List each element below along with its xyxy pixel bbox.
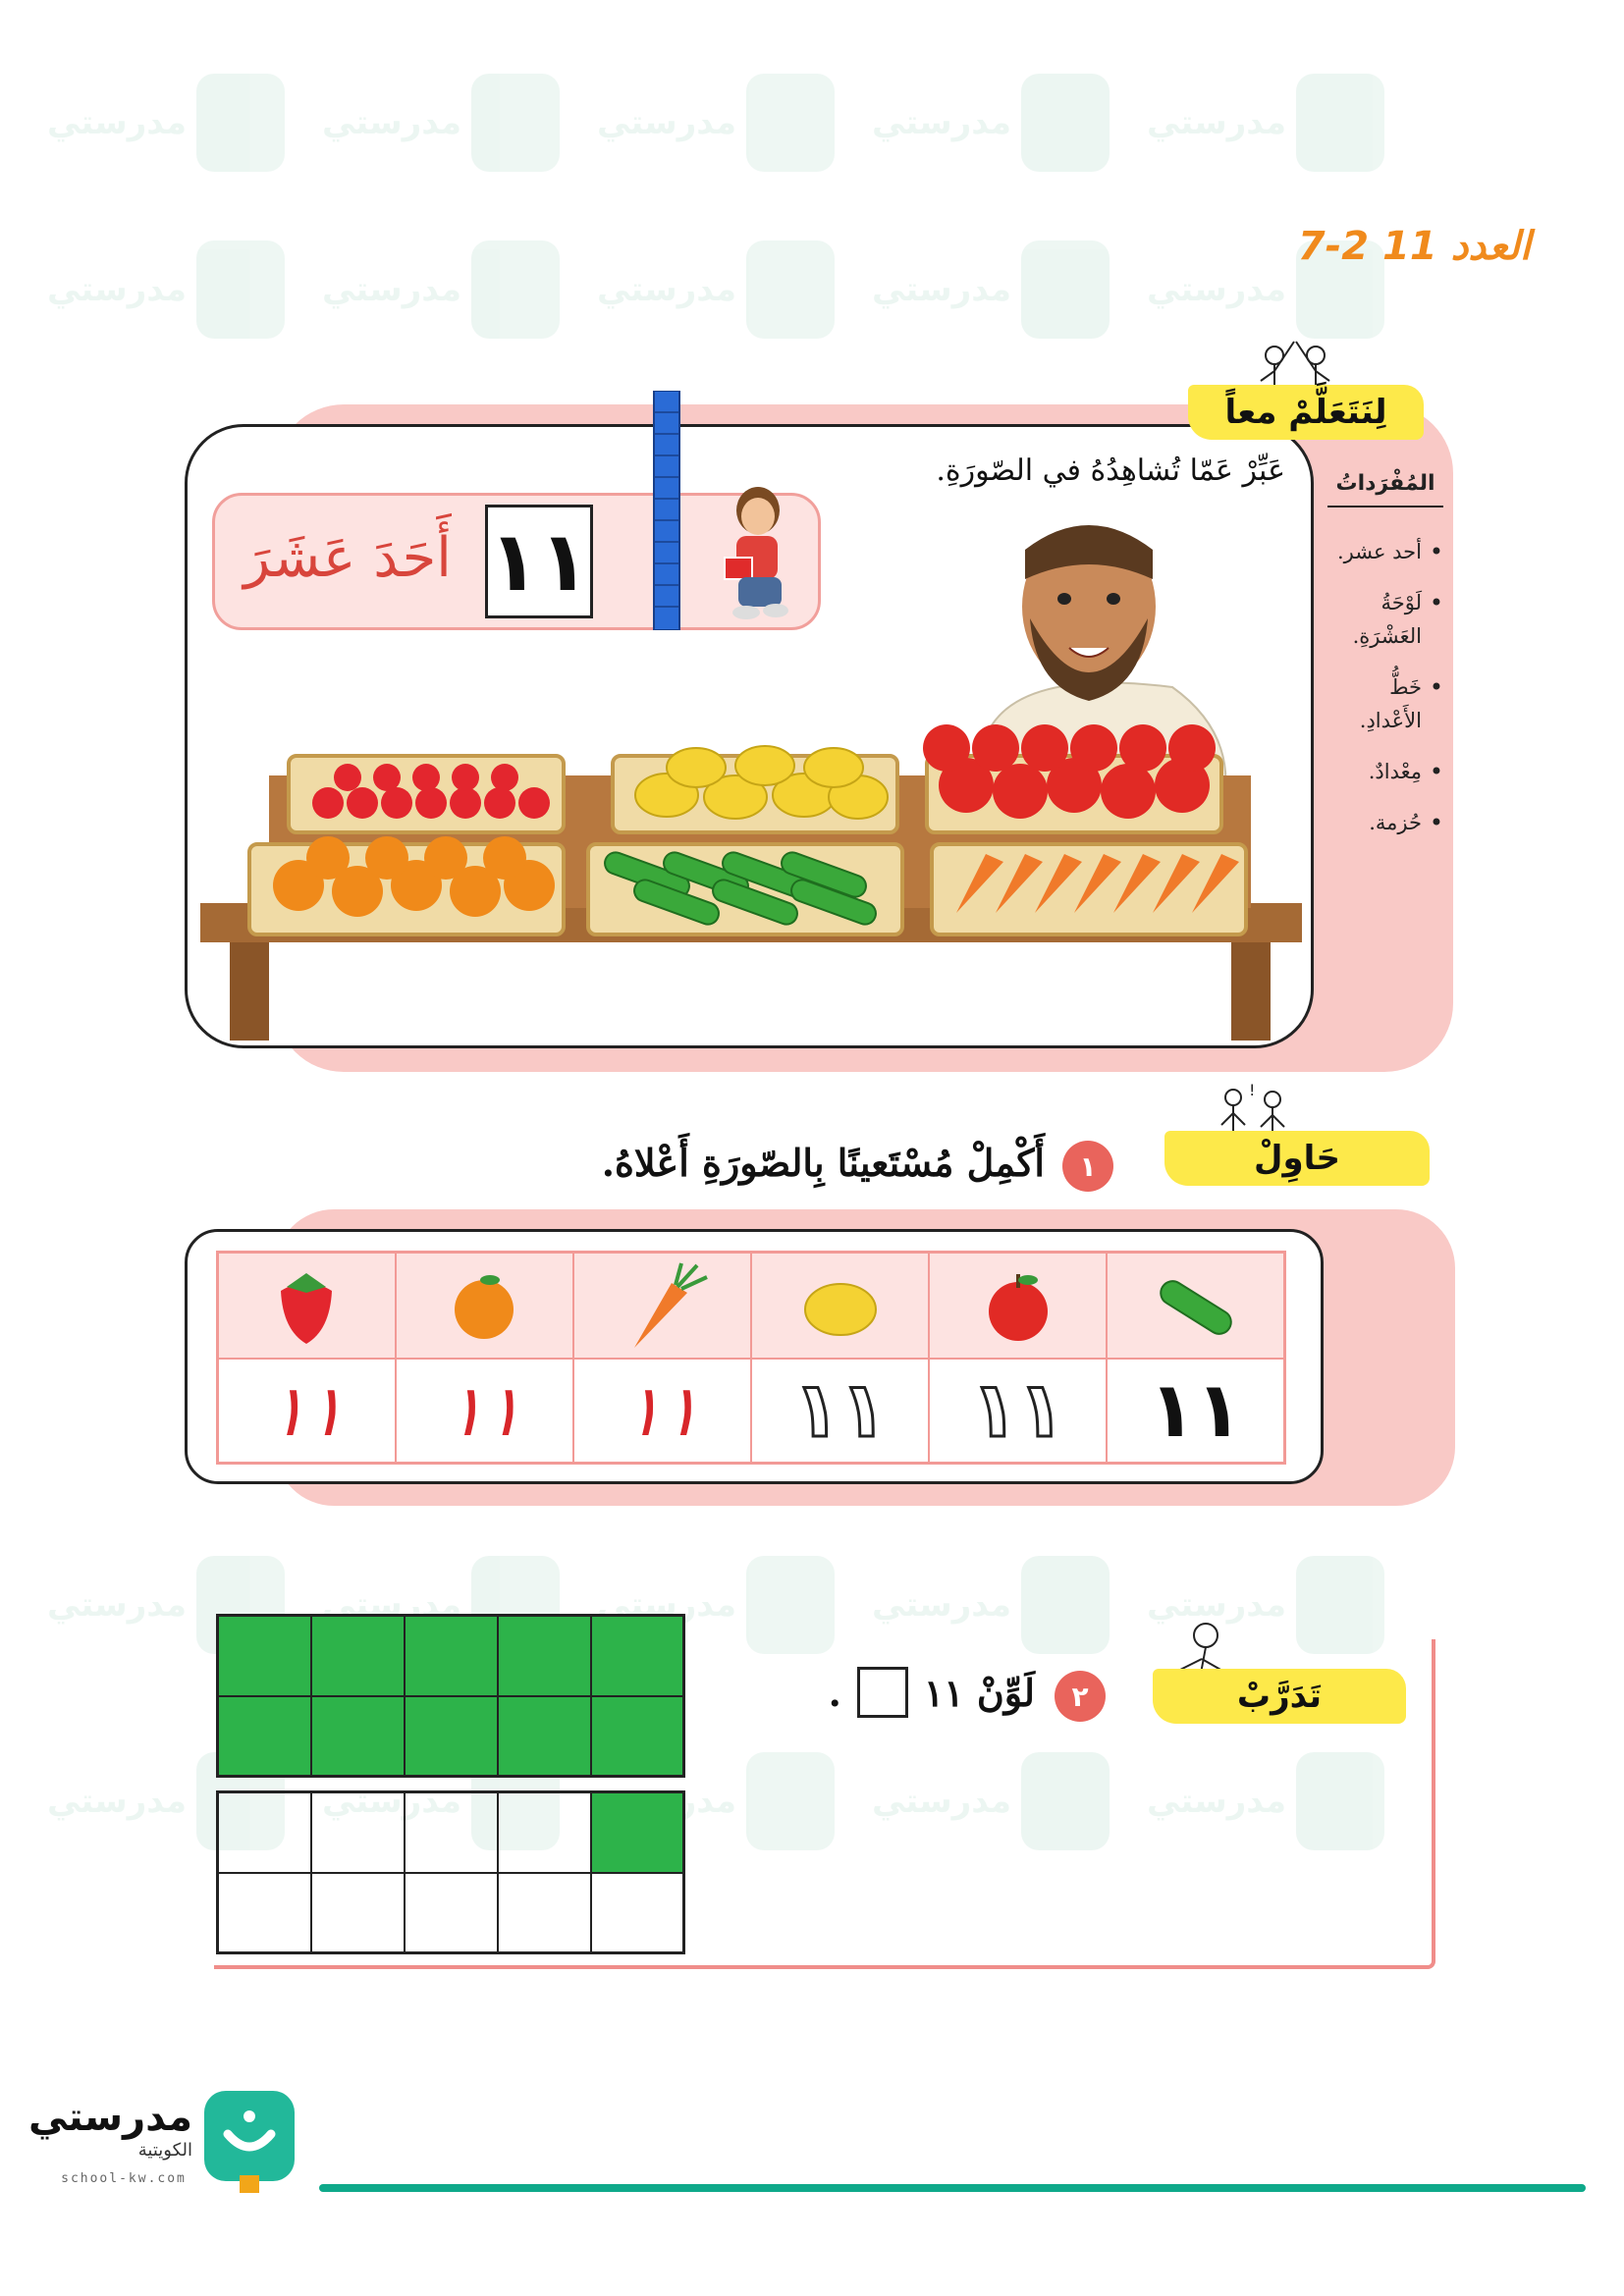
watermark bbox=[864, 49, 1110, 196]
watermark-text: مدرستي bbox=[322, 270, 461, 309]
table-cell bbox=[929, 1253, 1107, 1360]
vocabulary-item: • مِعْدادٌ. bbox=[1327, 755, 1443, 788]
ten-frame bbox=[216, 1790, 685, 1954]
watermark bbox=[314, 216, 560, 363]
practice-instruction: لَوِّنْ ١١ bbox=[923, 1670, 1035, 1715]
watermark-text: مدرستي bbox=[47, 103, 187, 142]
watermark-text: مدرستي bbox=[1147, 103, 1286, 142]
watermark-logo-icon bbox=[196, 74, 285, 172]
exercise-number-1: ١ bbox=[1062, 1141, 1113, 1192]
brand-name: مدرستي bbox=[27, 2095, 192, 2140]
orange-icon bbox=[435, 1266, 533, 1345]
watermark-text: مدرستي bbox=[597, 1585, 736, 1625]
count-table bbox=[216, 1251, 1286, 1465]
market-stall-illustration bbox=[200, 491, 1302, 1041]
ten-frame-cell[interactable] bbox=[311, 1873, 405, 1953]
ten-frame-cell[interactable] bbox=[405, 1616, 498, 1696]
watermark-text: مدرستي bbox=[597, 270, 736, 309]
try-instruction: أَكْمِلْ مُسْتَعينًا بِالصّورَةِ أَعْلاهُ. bbox=[601, 1141, 1045, 1185]
vocabulary-item: • حُزمة. bbox=[1327, 806, 1443, 839]
table-cell bbox=[751, 1253, 929, 1360]
carrot-icon bbox=[613, 1261, 711, 1350]
ten-frame-cell[interactable] bbox=[311, 1696, 405, 1777]
ten-frame-cell[interactable] bbox=[591, 1873, 684, 1953]
watermark bbox=[589, 49, 835, 196]
ten-frame-cell[interactable] bbox=[591, 1616, 684, 1696]
ten-frame-cell[interactable] bbox=[218, 1696, 311, 1777]
strawberry-icon bbox=[257, 1261, 355, 1350]
watermark-logo-icon bbox=[471, 240, 560, 339]
watermark bbox=[589, 216, 835, 363]
ten-frame-cell[interactable] bbox=[218, 1616, 311, 1696]
svg-text:!: ! bbox=[1249, 1082, 1256, 1099]
watermark-text: مدرستي bbox=[322, 1782, 461, 1821]
ten-frame-row bbox=[218, 1616, 684, 1696]
ten-frame-cell[interactable] bbox=[405, 1792, 498, 1873]
number-box: ١١ bbox=[485, 505, 593, 618]
cucumber-icon bbox=[1147, 1266, 1245, 1345]
table-cell bbox=[1107, 1253, 1284, 1360]
count-value: ١١ bbox=[793, 1366, 888, 1455]
table-cell bbox=[1107, 1359, 1284, 1464]
ten-frame-cell[interactable] bbox=[405, 1873, 498, 1953]
answer-box[interactable] bbox=[857, 1667, 908, 1718]
watermark bbox=[39, 216, 285, 363]
apple-icon bbox=[969, 1266, 1067, 1345]
vocabulary-panel bbox=[1327, 471, 1443, 857]
ten-frame-cell[interactable] bbox=[311, 1616, 405, 1696]
table-cell bbox=[751, 1359, 929, 1464]
brand-subtitle: الكويتية bbox=[137, 2140, 192, 2161]
watermark-logo-icon bbox=[1296, 74, 1384, 172]
footer-line bbox=[319, 2184, 1586, 2192]
exercise-number-2: ٢ bbox=[1055, 1671, 1106, 1722]
ten-frame-cell[interactable] bbox=[498, 1616, 591, 1696]
ten-frame-cell[interactable] bbox=[311, 1792, 405, 1873]
table-cell bbox=[573, 1253, 751, 1360]
watermark-text: مدرستي bbox=[597, 103, 736, 142]
watermark-logo-icon bbox=[196, 240, 285, 339]
vocabulary-item: • لَوْحَةُ العَشْرَةِ. bbox=[1327, 586, 1443, 653]
watermark-text: مدرستي bbox=[322, 1585, 461, 1625]
watermark-logo-icon bbox=[1021, 240, 1110, 339]
ten-frame-cell[interactable] bbox=[591, 1696, 684, 1777]
ten-frame-cell[interactable] bbox=[498, 1792, 591, 1873]
watermark-logo-icon bbox=[746, 74, 835, 172]
watermark-text: مدرستي bbox=[872, 1585, 1011, 1625]
practice-instruction-row bbox=[829, 1667, 1035, 1718]
ten-frame-cell[interactable] bbox=[218, 1873, 311, 1953]
watermark-text: مدرستي bbox=[322, 103, 461, 142]
watermark-text: مدرستي bbox=[1147, 1585, 1286, 1625]
watermark-text: مدرستي bbox=[1147, 1782, 1286, 1821]
count-value: ١١ bbox=[446, 1369, 522, 1452]
watermark bbox=[1139, 49, 1384, 196]
count-value: ١١ bbox=[971, 1366, 1065, 1455]
watermark-logo-icon bbox=[1021, 74, 1110, 172]
brand-logo-icon bbox=[200, 2087, 298, 2195]
watermark-text: مدرستي bbox=[872, 1782, 1011, 1821]
ten-frame-row bbox=[218, 1696, 684, 1777]
ten-frame-cell[interactable] bbox=[498, 1696, 591, 1777]
count-value: ١١ bbox=[623, 1369, 701, 1452]
vocabulary-item: • خَطُّ الأَعْدادِ. bbox=[1327, 670, 1443, 737]
vocabulary-list bbox=[1327, 535, 1443, 839]
try-tag: حَاوِلْ bbox=[1164, 1131, 1430, 1186]
watermark bbox=[39, 49, 285, 196]
vocabulary-title: المُفْرَداتُ bbox=[1327, 471, 1443, 507]
learn-instruction: عَبِّرْ عَمّا تُشاهِدُهُ في الصّورَةِ. bbox=[936, 454, 1285, 488]
number-word: أَحَدَ عَشَرَ bbox=[244, 526, 452, 590]
table-cell bbox=[929, 1359, 1107, 1464]
watermark-text: مدرستي bbox=[872, 103, 1011, 142]
table-cell bbox=[218, 1253, 396, 1360]
count-value: ١١ bbox=[1149, 1366, 1243, 1455]
watermark bbox=[314, 49, 560, 196]
ten-frame-cell[interactable] bbox=[405, 1696, 498, 1777]
watermark-logo-icon bbox=[471, 74, 560, 172]
watermark-text: مدرستي bbox=[872, 270, 1011, 309]
practice-end: . bbox=[828, 1670, 841, 1715]
table-cell bbox=[396, 1253, 573, 1360]
ten-frame-cell[interactable] bbox=[591, 1792, 684, 1873]
practice-tag: تَدَرَّبْ bbox=[1153, 1669, 1406, 1724]
table-cell bbox=[573, 1359, 751, 1464]
ten-frame-row bbox=[218, 1873, 684, 1953]
table-cell bbox=[218, 1359, 396, 1464]
ten-frame-cell[interactable] bbox=[218, 1792, 311, 1873]
watermark bbox=[864, 216, 1110, 363]
vocabulary-item: • أحد عشر. bbox=[1327, 535, 1443, 568]
ten-frame-row bbox=[218, 1792, 684, 1873]
watermark-text: مدرستي bbox=[47, 270, 187, 309]
learn-together-tag: لِنَتَعَلَّمْ معاً bbox=[1188, 385, 1424, 440]
brand-url: school-kw.com bbox=[61, 2171, 187, 2186]
ten-frame bbox=[216, 1614, 685, 1778]
lemon-icon bbox=[791, 1266, 890, 1345]
watermark-text: مدرستي bbox=[47, 1782, 187, 1821]
count-value: ١١ bbox=[268, 1369, 346, 1452]
ten-frame-cell[interactable] bbox=[498, 1873, 591, 1953]
watermark-text: مدرستي bbox=[1147, 270, 1286, 309]
watermark-text: مدرستي bbox=[47, 1585, 187, 1625]
watermark-logo-icon bbox=[746, 240, 835, 339]
lesson-title: 7-2 العدد 11 bbox=[1297, 224, 1531, 269]
table-cell bbox=[396, 1359, 573, 1464]
